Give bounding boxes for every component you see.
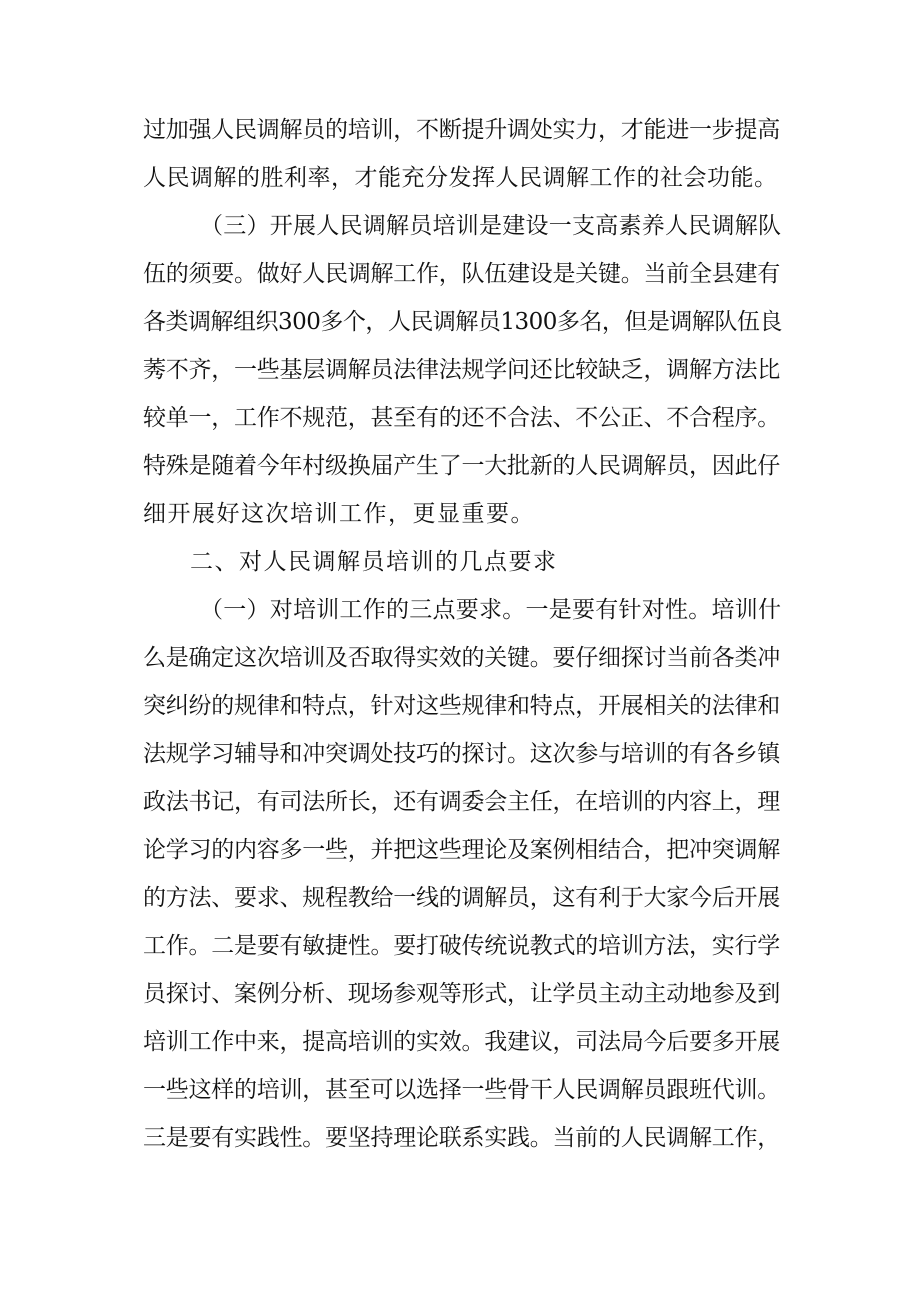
paragraph-line: 么是确定这次培训及否取得实效的关键。要仔细探讨当前各类冲 [143, 645, 780, 671]
paragraph-line: 的方法、要求、规程教给一线的调解员，这有利于大家今后开展 [143, 885, 780, 911]
paragraph-line: 各类调解组织300多个，人民调解员1300多名，但是调解队伍良 [143, 309, 782, 335]
section-heading: 二、对人民调解员培训的几点要求 [190, 549, 558, 575]
paragraph-line: 员探讨、案例分析、现场参观等形式，让学员主动主动地参及到 [143, 981, 780, 1007]
paragraph-line: 伍的须要。做好人民调解工作，队伍建设是关键。当前全县建有 [143, 261, 780, 287]
paragraph-line: 培训工作中来，提高培训的实效。我建议，司法局今后要多开展 [143, 1029, 780, 1055]
paragraph-line: 法规学习辅导和冲突调处技巧的探讨。这次参与培训的有各乡镇 [143, 741, 780, 767]
paragraph-line: 特殊是随着今年村级换届产生了一大批新的人民调解员，因此仔 [143, 453, 780, 479]
paragraph-line: 政法书记，有司法所长，还有调委会主任，在培训的内容上，理 [143, 789, 780, 815]
paragraph-line: 三是要有实践性。要坚持理论联系实践。当前的人民调解工作， [143, 1125, 780, 1151]
paragraph-line: 一些这样的培训，甚至可以选择一些骨干人民调解员跟班代训。 [143, 1077, 780, 1103]
paragraph-line: （一）对培训工作的三点要求。一是要有针对性。培训什 [200, 597, 782, 623]
paragraph-line: 较单一，工作不规范，甚至有的还不合法、不公正、不合程序。 [143, 405, 780, 431]
paragraph-line: 细开展好这次培训工作，更显重要。 [143, 501, 535, 527]
paragraph-line: 突纠纷的规律和特点，针对这些规律和特点，开展相关的法律和 [143, 693, 780, 719]
paragraph-line: 工作。二是要有敏捷性。要打破传统说教式的培训方法，实行学 [143, 933, 780, 959]
paragraph-line: （三）开展人民调解员培训是建设一支高素养人民调解队 [200, 213, 782, 239]
paragraph-line: 论学习的内容多一些，并把这些理论及案例相结合，把冲突调解 [143, 837, 780, 863]
paragraph-line: 莠不齐，一些基层调解员法律法规学问还比较缺乏，调解方法比 [143, 357, 780, 383]
paragraph-line: 人民调解的胜利率，才能充分发挥人民调解工作的社会功能。 [143, 165, 778, 191]
paragraph-line: 过加强人民调解员的培训，不断提升调处实力，才能进一步提高 [143, 117, 780, 143]
